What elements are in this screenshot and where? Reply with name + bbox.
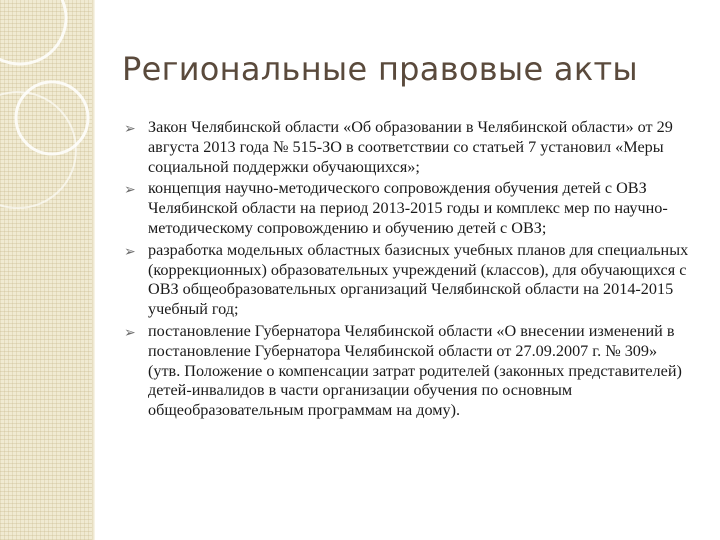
side-band-edge bbox=[92, 0, 95, 540]
arrowhead-bullet-icon: ➢ bbox=[124, 182, 136, 199]
list-item bbox=[124, 179, 693, 238]
list-item bbox=[124, 321, 693, 421]
arrowhead-bullet-icon: ➢ bbox=[124, 324, 136, 341]
list-item-text: концепция научно-методического сопровождения обучения детей с ОВЗ Челябинской области на период 2013-2015 годы и комплекс мер по научно-методическому сопровождению и обучению детей с ОВЗ; bbox=[148, 179, 668, 237]
list-item bbox=[124, 240, 693, 320]
list-item-text: постановление Губернатора Челябинской области «О внесении изменений в постановление Губернатора Челябинской области от 27.09.2007 г. № 309» (утв. Положение о компенсации затрат родителей (законных представителей) детей-инвалидов в части организации обучения по основным общеобразовательным программам на дому). bbox=[148, 321, 682, 420]
decorative-circles-icon bbox=[0, 0, 92, 540]
slide-title: Региональные правовые акты bbox=[122, 50, 638, 88]
decorative-side-band bbox=[0, 0, 92, 540]
arrowhead-bullet-icon: ➢ bbox=[124, 243, 136, 260]
bullet-list bbox=[124, 118, 693, 423]
arrowhead-bullet-icon: ➢ bbox=[124, 121, 136, 137]
list-item bbox=[124, 118, 693, 177]
list-item-text: разработка модельных областных базисных учебных планов для специальных (коррекционных) образовательных учреждений (классов), для обучающихся с ОВЗ общеобразовательных организаций Челябинской области на 2014-2015 учебный год; bbox=[148, 240, 689, 319]
list-item-text: Закон Челябинской области «Об образовании в Челябинской области» от 29 августа 2013 года № 515-ЗО в соответствии со статьей 7 установил «Меры социальной поддержки обучающихся»; bbox=[148, 118, 673, 176]
